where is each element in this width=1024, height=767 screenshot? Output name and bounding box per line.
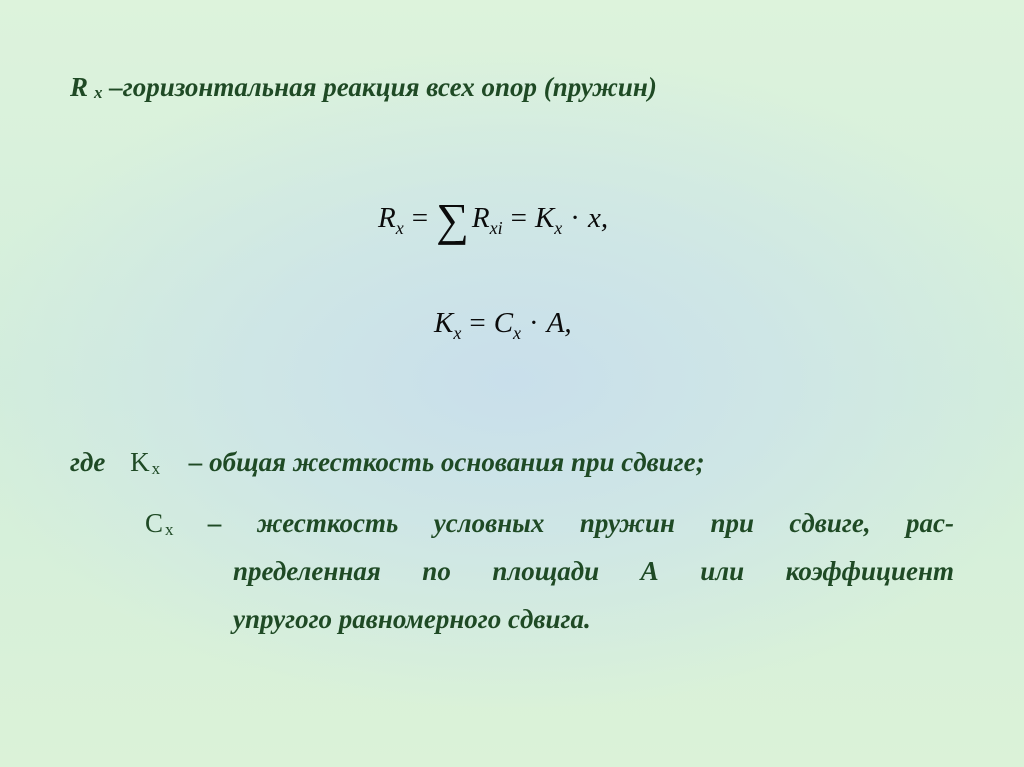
f2-c-base: C: [493, 307, 514, 339]
f1-equals-2: =: [510, 202, 527, 234]
f1-var: x,: [587, 202, 609, 234]
formula-rx: [378, 193, 608, 246]
kx-base: K: [130, 447, 150, 477]
f2-var: A,: [546, 307, 572, 339]
cx-sub: x: [165, 520, 174, 539]
f1-dot: ·: [570, 202, 580, 234]
where-word: где: [70, 447, 106, 477]
cx-term: [145, 508, 174, 538]
heading-symbol: R: [70, 72, 89, 102]
heading-text: –горизонтальная реакция всех опор (пружин): [109, 72, 657, 102]
f1-equals-1: =: [411, 202, 429, 234]
f2-dot: ·: [529, 307, 539, 339]
cx-description-line-1: – жесткость условных пружин при сдвиге, рас-: [208, 508, 954, 538]
f1-lhs-sub: x: [395, 218, 404, 238]
formula-kx: [434, 307, 572, 344]
f1-k-base: K: [534, 202, 555, 234]
heading-line: [70, 72, 657, 103]
cx-base: C: [145, 508, 164, 538]
heading-subscript: x: [94, 83, 103, 102]
f1-term-base: R: [471, 202, 490, 234]
cx-description-line-3: упругого равномерного сдвига.: [233, 604, 591, 634]
cx-description-line-2: пределенная по площади А или коэффициент: [233, 556, 954, 586]
f2-lhs-sub: x: [453, 323, 462, 343]
f1-lhs-base: R: [378, 202, 396, 234]
sum-symbol: ∑: [436, 194, 469, 245]
f2-equals: =: [469, 307, 486, 339]
kx-description: – общая жесткость основания при сдвиге;: [188, 447, 705, 477]
f2-lhs-base: K: [434, 307, 454, 339]
f1-k-sub: x: [554, 218, 563, 238]
f2-c-sub: x: [513, 323, 522, 343]
f1-term-sub: xi: [489, 218, 503, 238]
kx-sub: x: [151, 459, 161, 478]
kx-term: [130, 447, 160, 477]
definition-cx: [145, 508, 174, 540]
definition-kx: [70, 447, 705, 479]
